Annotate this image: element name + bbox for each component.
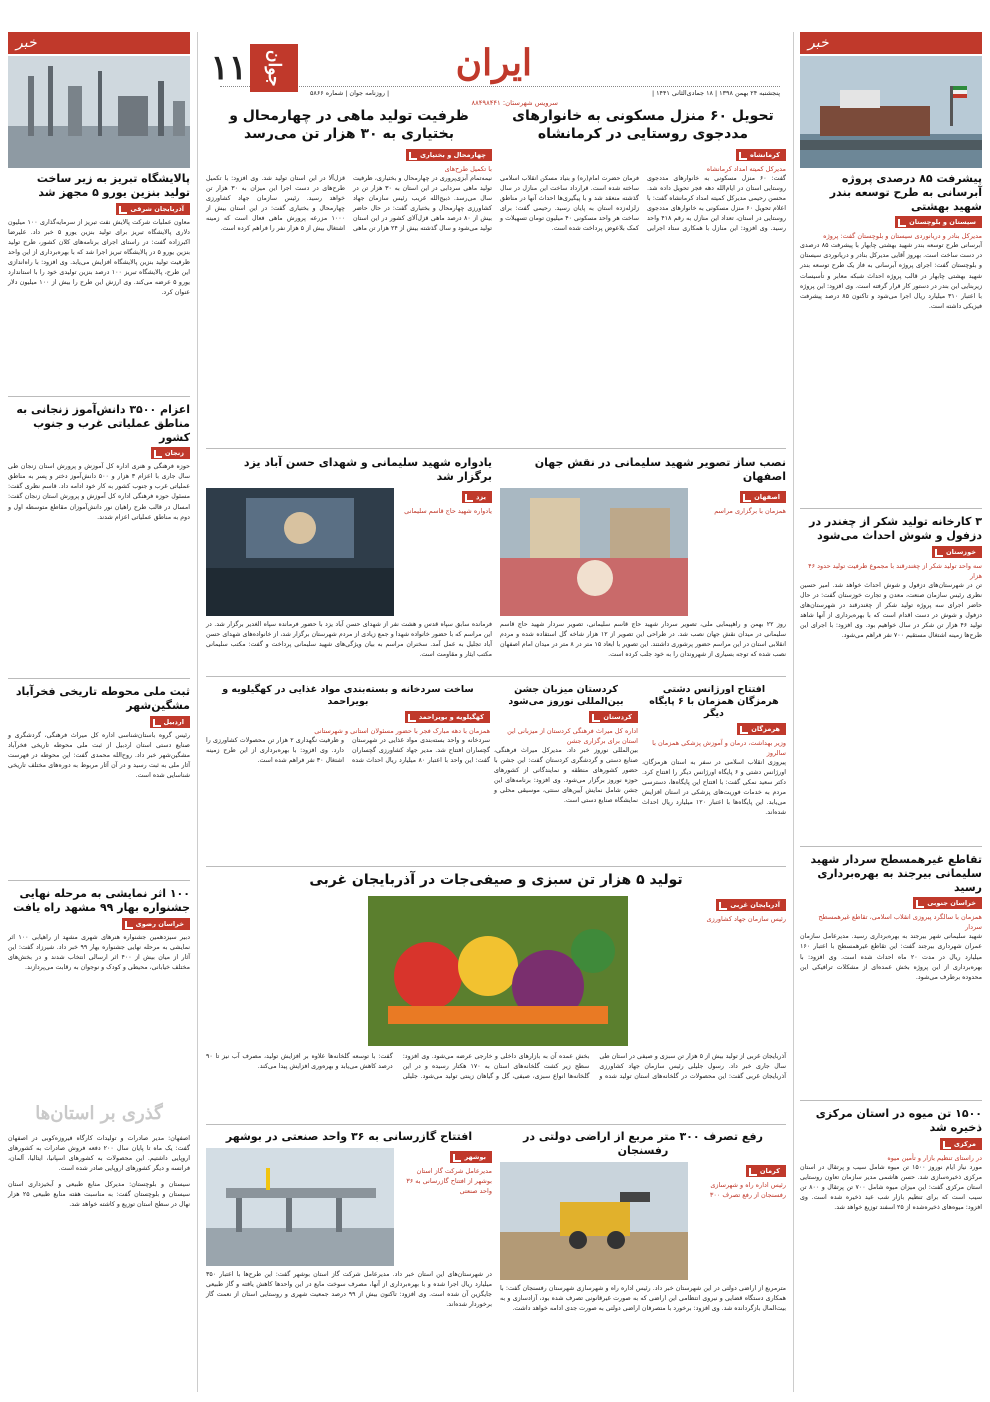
article-body: رئیس گروه باستان‌شناسی اداره کل میراث فرهنگی، گردشگری و صنایع دستی استان اردبیل از ثبت ملی محوطه تاریخی فخرآباد مشگین‌شهر خبر داد. روح‌الله محمدی گفت: این محوطه در فهرست آثار ملی به ثبت رسید و در آن آثار مربوط به دوره‌های مختلف تاریخی شناسایی شده است. [8,731,190,779]
article-body: حوزه فرهنگی و هنری اداره کل آموزش و پرورش استان زنجان طی سال جاری با اعزام ۳ هزار و ۵۰۰ دانش‌آموز دختر و پسر به مناطق عملیاتی غرب و جنوب کشور به کار خود ادامه داد. قاسم نظری گفت: مسئول حوزه فرهنگی اداره کل آموزش و پرورش استان زنجان گفت: امسال در قالب طرح راهیان نور دانش‌آموزان مقاطع متوسطه اول و دوم به مناطق عملیاتی اعزام شدند. [8,463,190,521]
issue-date: پنجشنبه ۲۴ بهمن ۱۳۹۸ | ۱۸ جمادی‌الثانی ۱۴۴۱ | [651,89,780,97]
article-kermanshah [500,108,786,234]
roundup-item: اصفهان: مدیر صادرات و تولیدات کارگاه فیروزه‌کوبی در اصفهان گفت: یک ماه تا پایان سال ۲۰۰ دفعه فروش صادرات به کشورهای اروپایی داشتیم. این محصولات به کشورهای اسپانیا، ایتالیا، آلمان، فرانسه و دیگر کشورهای اروپایی صادر شده است. [8,1134,190,1173]
province-tag: اصفهان [740,491,786,503]
article-azarbaijan [206,872,786,1082]
article-title: افتتاح اورژانس دشتی هرمزگان همزمان با ۶ پایگاه دیگر [649,684,779,719]
article-isfahan [500,456,786,660]
article-lead: سه واحد تولید شکر از چغندرقند با مجموع ظرفیت تولید حدود ۴۶ هزار [808,561,982,580]
article-title: ساخت سردخانه و بسته‌بندی مواد غذایی در کهگیلویه و بویراحمد [222,684,474,707]
left-column-header: خبر [8,32,190,54]
article-kohgiluyeh [206,684,490,766]
article-title: ۱۵۰۰ تن میوه در استان مرکزی ذخیره شد [815,1107,982,1134]
kerman-photo [500,1162,688,1280]
article-body: آبرسانی طرح توسعه بندر شهید بهشتی چابهار با پیشرفت ۸۵ درصدی در دست ساخت است. بهروز آقایی مدیرکل بنادر و دریانوردی سیستان و بلوچستان گفت: اجرای پروژه آبرسانی به فاز یک طرح توسعه بندر شهید بهشتی چابهار در قالب پروژه احداث شبکه معابر و تأسیسات زیربنایی این بندر در دستور کار قرار گرفته است. وی افزود: این پروژه با اعتبار ۳۱۰ میلیارد ریال اجرا می‌شود و تاکنون ۸۵ درصد پیشرفت فیزیکی داشته است. [800,242,982,310]
bushehr-photo [206,1148,394,1266]
logo-javan [208,40,298,96]
isfahan-photo [500,488,688,616]
province-tag: کردستان [589,711,638,723]
logo-number: ۱۱ [210,47,247,88]
province-tag: کرمانشاه [736,149,786,161]
article-lead: با تکمیل طرح‌های [444,165,492,173]
logo-jvn-box: جوان [250,44,298,93]
article-body: شهید سلیمانی شهر بیرجند به بهره‌برداری رسید. مدیرعامل سازمان عمران شهرداری بیرجند گفت: این تقاطع غیرهمسطح با اعتبار ۱۶۰ میلیارد ریال در مدت ۲۰ ماه احداث شده است. وی افزود: با بهره‌برداری از این پروژه بخش عمده‌ای از مشکلات ترافیکی این محدوده برطرف می‌شود. [800,933,982,981]
article-lead: مدیرکل بنادر و دریانوردی سیستان و بلوچستان گفت: پروژه [823,232,982,241]
article-hormozgan [642,684,786,818]
article-title: رفع تصرف ۳۰۰ متر مربع از اراضی دولتی در رفسنجان [523,1130,763,1157]
article-tabriz [8,172,190,298]
province-tag: بوشهر [450,1151,492,1163]
article-body: بین‌المللی نوروز خبر داد. مدیرکل میراث فرهنگی، صنایع دستی و گردشگری کردستان گفت: این جشن با حضور کشورهای منطقه و نمایندگانی از کشورهای حوزه نوروز برگزار می‌شود. وی افزود: برنامه‌های این جشن شامل نمایش آیین‌های سنتی، موسیقی محلی و نمایشگاه صنایع دستی است. [494,746,638,805]
province-tag: یزد [462,491,492,503]
article-markazi [800,1100,982,1213]
article-lead: رئیس سازمان جهاد کشاورزی [706,914,786,923]
article-body: معاون عملیات شرکت پالایش نفت تبریز از سرمایه‌گذاری ۱۰۰ میلیون دلاری پالایشگاه تبریز برای تولید بنزین یورو ۵ خبر داد. علیرضا اکبرزاده گفت: در راستای اجرای برنامه‌های کلان کشور، طرح تولید بنزین یورو ۵ در پالایشگاه تبریز اجرا شد که با بهره‌برداری از این واحد ظرفیت تولید بنزین پالایشگاه افزایش می‌یابد. وی افزود: با راه‌اندازی این طرح، پالایشگاه تبریز ۱۰۰ درصد بنزین تولیدی خود را با استاندارد یورو ۵ عرضه می‌کند. وی ارزش این طرح را بیش از ۱۰۰ میلیون دلار عنوان کرد. [8,218,191,296]
article-body: نیمه‌تمام آبزی‌پروری در چهارمحال و بختیاری، ظرفیت تولید ماهی سردابی در این استان به ۳۰ هزار تن در سال می‌رسد. ذبیح‌الله غریب رئیس سازمان جهاد کشاورزی چهارمحال و بختیاری گفت: در حال حاضر بیش از ۸۰ درصد ماهی قزل‌آلای کشور در این استان تولید می‌شود و سال گذشته بیش از ۲۴ هزار تن ماهی قزل‌آلا در این استان تولید شد. وی افزود: با تکمیل طرح‌های در دست اجرا این میزان به ۳۰ هزار تن خواهد رسید. رئیس سازمان جهاد کشاورزی چهارمحال و بختیاری گفت: در این استان بیش از ۱۰۰۰ مزرعه پرورش ماهی فعال است که زمینه اشتغال بیش از ۵ هزار نفر را فراهم کرده است. [206,175,493,233]
article-lead: رئیس اداره راه و شهرسازی رفسنجان از رفع تصرف ۳۰۰ [709,1180,786,1199]
article-lead: همزمان با سالگرد پیروزی انقلاب اسلامی، تقاطع غیرهمسطح سردار [818,913,982,932]
article-title: پیشرفت ۸۵ درصدی پروژه آبرسانی به طرح توسعه بندر شهید بهشتی [829,172,982,213]
article-body: پیروزی انقلاب اسلامی در سفر به استان هرمزگان، اورژانس دشتی و ۶ پایگاه اورژانس دیگر را افتتاح کرد. دکتر سعید نمکی گفت: با افتتاح این پایگاه‌ها، دسترسی مردم به خدمات فوریت‌های پزشکی در استان افزایش می‌یابد. این پایگاه‌ها با اعتبار ۱۲۰ میلیارد ریال احداث شده‌اند. [642,758,786,817]
article-lead: یادواره شهید حاج قاسم سلیمانی [404,506,492,515]
province-tag: کرمان [746,1165,786,1177]
service-phone: سرویس شهرستان: ۸۸۴۹۸۴۴۱ [471,99,558,107]
article-kerman [500,1130,786,1314]
article-lead: همزمان با برگزاری مراسم [714,506,786,515]
article-body: گفت: ۶۰ منزل مسکونی به خانوارهای مددجوی روستایی استان در ایام‌الله دهه فجر تحویل داده شد. محسن رحیمی مدیرکل کمیته امداد کرمانشاه گفت: با اعلام تحویل ۶۰ منزل مسکونی به خانوارهای مددجوی روستایی در استان، تعداد این منازل به رقم ۴۱۸ واحد رسید. وی افزود: این منازل با همکاری ستاد اجرایی فرمان حضرت امام(ره) و بنیاد مسکن انقلاب اسلامی ساخته شده است. قرارداد ساخت این منازل در سال گذشته منعقد شد و با پیگیری‌ها احداث آنها در مناطق زلزله‌زده استان به پایان رسید. رحیمی گفت: برای ساخت هر واحد مسکونی ۴۰ میلیون تومان تسهیلات و کمک بلاعوض پرداخت شده است. [500,175,786,233]
article-body: مورد نیاز ایام نوروز ۱۵۰۰ تن میوه شامل سیب و پرتقال در استان مرکزی ذخیره‌سازی شد. حسن هاشمی مدیر سازمان تعاون روستایی استان مرکزی گفت: این میزان میوه شامل ۷۰۰ تن پرتقال و ۸۰۰ تن سیب است که برای تنظیم بازار شب عید ذخیره شده است. وی افزود: میوه‌های ذخیره‌شده از ۲۵ اسفند توزیع خواهد شد. [800,1163,982,1211]
roundup-title: گذری بر استان‌ها [35,1103,163,1124]
article-body: سردخانه و واحد بسته‌بندی مواد غذایی در شهرستان گچساران افتتاح شد. مدیر جهاد کشاورزی گچساران گفت: این واحد با اعتبار ۸۰ میلیارد ریال احداث شده و ظرفیت نگهداری ۲ هزار تن محصولات کشاورزی را دارد. وی افزود: با بهره‌برداری از این طرح زمینه اشتغال ۳۰ نفر فراهم شده است. [206,736,490,764]
article-bushehr [206,1130,492,1310]
article-lead: مدیرعامل شرکت گاز استان بوشهر از افتتاح گازرسانی به ۳۶ واحد صنعتی [406,1166,492,1195]
article-title: کردستان میزبان جشن بین‌المللی نوروز می‌شود [508,684,624,707]
article-body: دبیر سیزدهمین جشنواره هنرهای شهری مشهد از راهیابی ۱۰۰ اثر نمایشی به مرحله نهایی جشنواره بهار ۹۹ خبر داد. شیرزاد گفت: این آثار از میان بیش از ۴۰۰ اثر ارسالی انتخاب شدند و در بخش‌های مختلف خیابانی، محیطی و کودک و نوجوان به رقابت می‌پردازند. [8,933,190,971]
article-title: پالایشگاه تبریز به زیر ساخت تولید بنزین یورو ۵ مجهز شد [36,172,190,199]
right-column-header: خبر [800,32,982,54]
article-lead: وزیر بهداشت، درمان و آموزش پزشکی همزمان با سالروز [652,738,786,757]
roundup-item: سیستان و بلوچستان: مدیرکل منابع طبیعی و آبخیزداری استان سیستان و بلوچستان گفت: به مناسبت هفته منابع طبیعی ۲۵ هزار نهال در سطح استان توزیع و کاشته خواهد شد. [8,1181,190,1209]
article-title: یادواره شهید سلیمانی و شهدای حسن آباد یزد برگزار شد [243,456,492,483]
article-body: فرمانده سابق سپاه قدس و هشت نفر از شهدای حسن آباد یزد با حضور فرمانده سپاه الغدیر برگزار شد. در این مراسم که با حضور خانواده شهدا و جمع زیادی از مردم شهرستان برگزار شد، از خانواده‌های شهدای حسن آباد تجلیل به عمل آمد. سخنران مراسم به بیان ویژگی‌های شهید سلیمانی پرداخت و گفت: مکتب سلیمانی مکتب ایثار و مقاومت است. [206,620,492,658]
article-lead: در راستای تنظیم بازار و تأمین میوه [887,1153,982,1162]
article-zanjan [8,396,190,523]
vegetables-photo [368,896,628,1046]
article-fish [206,108,492,234]
province-tag: آذربایجان غربی [716,899,786,911]
article-title: ۳ کارخانه تولید شکر از چغندر در دزفول و شوش احداث می‌شود [809,515,982,542]
province-tag: مرکزی [940,1138,982,1150]
article-title: افتتاح گازرسانی به ۳۶ واحد صنعتی در بوشهر [225,1130,473,1143]
article-lead: اداره کل میراث فرهنگی کردستان از میزبانی این استان برای برگزاری جشن [507,726,638,745]
article-title: ثبت ملی محوطه تاریخی فخرآباد مشگین‌شهر [15,685,190,712]
paper-info: | روزنامه جوان | شماره ۵۸۶۶ [310,89,390,97]
article-title: نصب ساز تصویر شهید سلیمانی در نقش جهان اصفهان [534,456,786,483]
article-ardabil [8,678,190,781]
article-title: تقاطع غیرهمسطح سردار شهید سلیمانی بیرجند به بهره‌برداری رسید [810,853,982,894]
article-title: تولید ۵ هزار تن سبزی و صیفی‌جات در آذربایجان غربی [309,872,683,888]
province-tag: کهگیلویه و بویراحمد [405,711,490,723]
article-body: در شهرستان‌های این استان خبر داد. مدیرعامل شرکت گاز استان بوشهر گفت: این طرح‌ها با اعتبار ۳۵۰ میلیارد ریال اجرا شده و با بهره‌برداری از آنها، مصرف سوخت مایع در این واحدها کاهش یافته و گاز طبیعی جایگزین آن شده است. وی افزود: تاکنون بیش از ۹۹ درصد جمعیت شهری و روستایی استان از نعمت گاز برخوردار شده‌اند. [206,1270,492,1308]
article-title: تحویل ۶۰ منزل مسکونی به خانوارهای مددجوی روستایی در کرمانشاه [512,108,774,142]
province-tag: اردبیل [150,716,191,728]
article-body: مترمربع از اراضی دولتی در این شهرستان خبر داد. رئیس اداره راه و شهرسازی شهرستان رفسنجان گفت: با همکاری دستگاه قضایی و نیروی انتظامی این اراضی که به صورت غیرقانونی تصرف شده بود، آزادسازی و به بیت‌المال بازگردانده شد. وی افزود: برخورد با متصرفان اراضی دولتی به صورت جدی ادامه خواهد داشت. [500,1284,786,1312]
article-lead: همزمان با دهه مبارک فجر با حضور مسئولان استانی و شهرستانی [314,726,490,735]
article-lead: مدیرکل کمیته امداد کرمانشاه [706,165,786,173]
port-photo [800,56,982,168]
article-body: روز ۲۲ بهمن و راهپیمایی ملی، تصویر سردار شهید حاج قاسم سلیمانی، تصویر سردار شهید حاج قاسم سلیمانی در میدان نقش جهان نصب شد. در طراحی این تصویر از ۱۲ هزار شاخه گل استفاده شده و مردم انقلابی استان در این مراسم حضور پرشوری داشتند. این تصویر با ابعاد ۱۵ متر در ۸ متر در میدان امام اصفهان نصب شده که توجه بسیاری از شهروندان را به خود جلب کرده است. [500,620,786,658]
article-chabahar [800,172,982,312]
article-yazd [206,456,492,660]
provinces-roundup [8,1100,190,1210]
article-body: تن در شهرستان‌های دزفول و شوش احداث خواهد شد. امیر حسین نظری رئیس سازمان صنعت، معدن و تجارت خوزستان گفت: در حال حاضر اجرای سه پروژه تولید شکر از چغندرقند در شهرستان‌های دزفول و شوش در دست اقدام است که با بهره‌برداری از آنها شاهد تولید ۴۶ هزار تن شکر در سال خواهیم بود. وی افزود: با اجرای این طرح‌ها زمینه اشتغال مستقیم ۷۰۰ نفر فراهم می‌شود. [800,581,982,639]
province-tag: سیستان و بلوچستان [895,216,982,228]
article-title: ۱۰۰ اثر نمایشی به مرحله نهایی جشنواره بهار ۹۹ مشهد راه یافت [13,887,190,914]
article-kurdistan [494,684,638,806]
province-tag: آذربایجان شرقی [116,203,190,215]
province-tag: هرمزگان [737,723,786,735]
province-tag: خراسان رضوی [122,918,190,930]
province-tag: زنجان [151,447,190,459]
article-title: ظرفیت تولید ماهی در چهارمحال و بختیاری به ۳۰ هزار تن می‌رسد [229,108,469,142]
article-title: اعزام ۳۵۰۰ دانش‌آموز زنجانی به مناطق عملیاتی غرب و جنوب کشور [16,403,190,444]
yazd-photo [206,488,394,616]
article-mashhad [8,880,190,973]
province-tag: خوزستان [932,546,982,558]
logo-iran: ایران [455,42,532,84]
province-tag: چهارمحال و بختیاری [406,149,492,161]
article-body: آذربایجان غربی از تولید بیش از ۵ هزار تن سبزی و صیفی در استان طی سال جاری خبر داد. رسول جلیلی رئیس سازمان جهاد کشاورزی آذربایجان غربی گفت: این محصولات در گلخانه‌های استان تولید شده و بخش عمده آن به بازارهای داخلی و خارجی عرضه می‌شود. وی افزود: سطح زیر کشت گلخانه‌های استان به ۱۷۰ هکتار رسیده و در این گلخانه‌ها انواع سبزی، صیفی، گل و گیاهان زینتی تولید می‌شود. جلیلی گفت: با توسعه گلخانه‌ها علاوه بر افزایش تولید، مصرف آب نیز تا ۹۰ درصد کاهش می‌یابد و بهره‌وری افزایش پیدا می‌کند. [206,1052,786,1080]
article-khuzestan [800,508,982,641]
refinery-photo [8,56,190,168]
date-line [220,86,780,99]
province-tag: خراسان جنوبی [913,897,982,909]
article-khorasan [800,846,982,983]
